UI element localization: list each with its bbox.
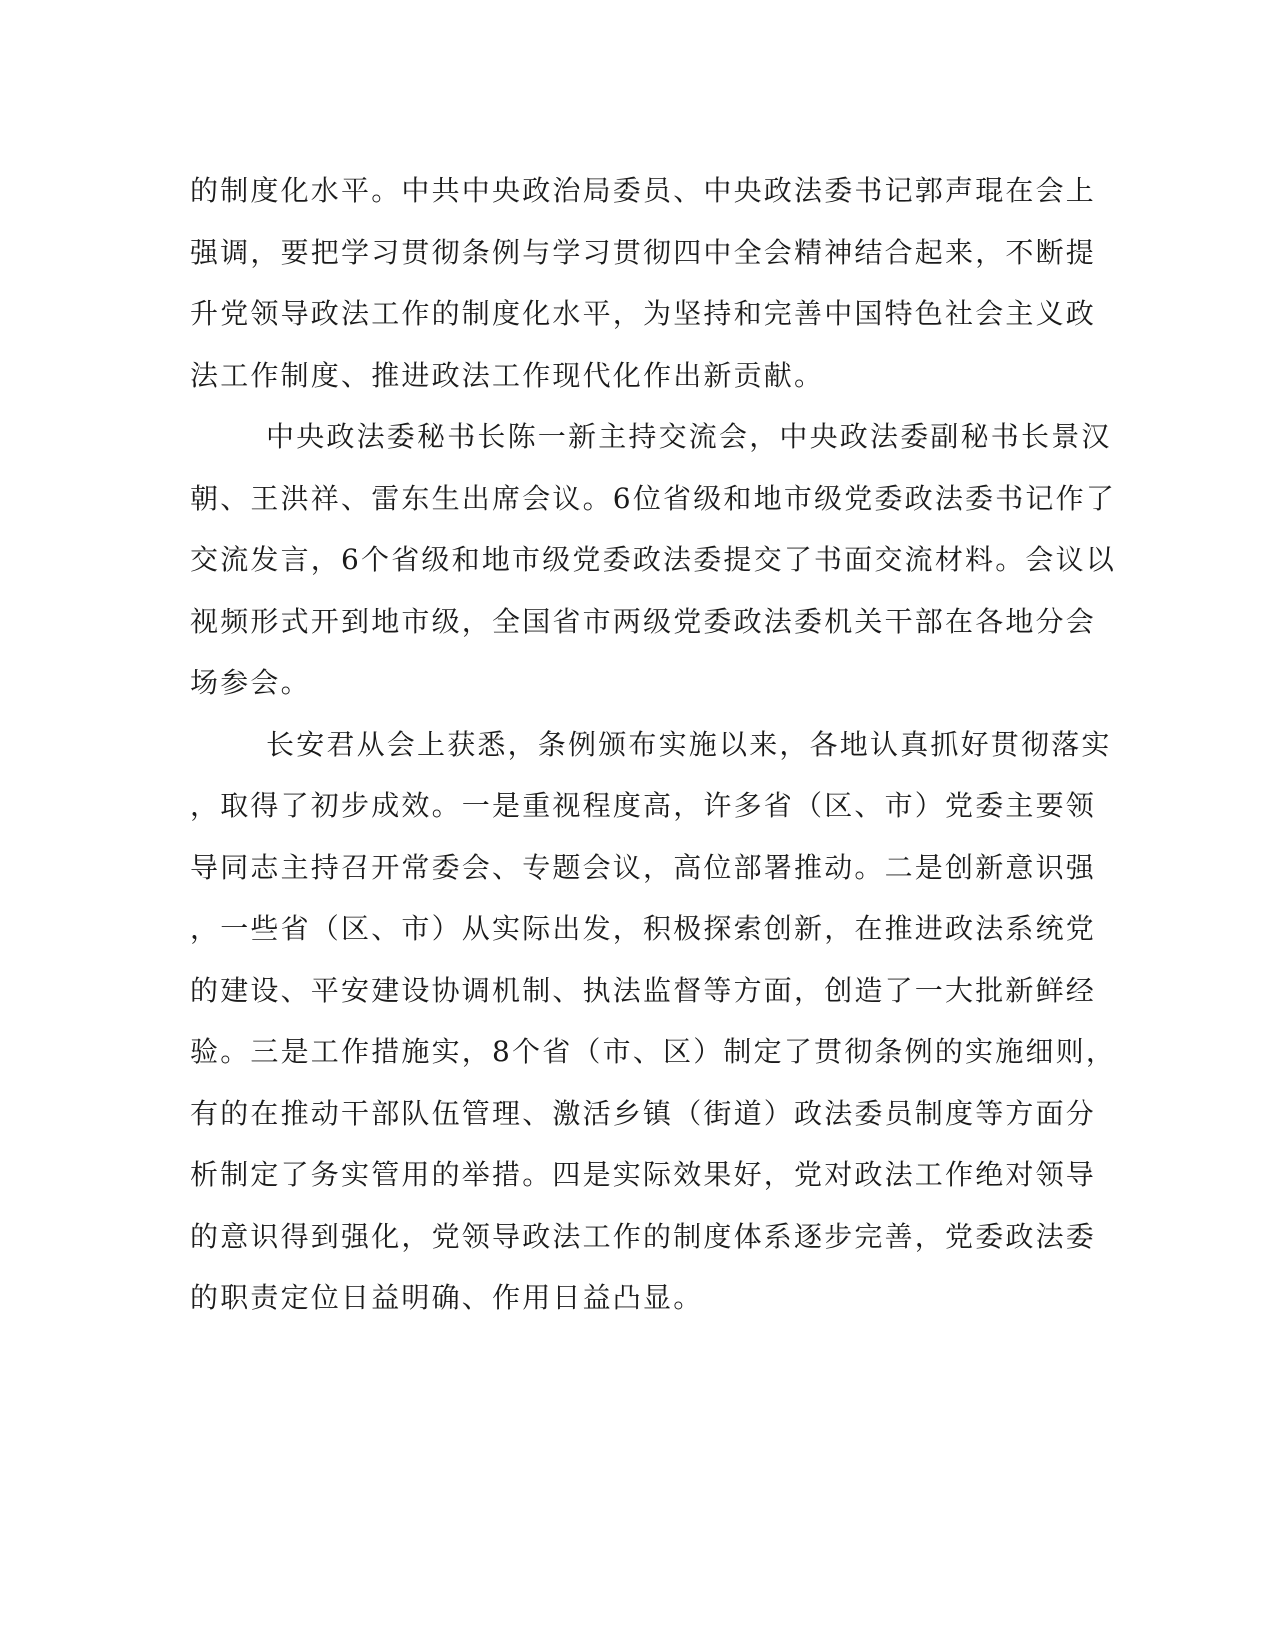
text-line: 强调，要把学习贯彻条例与学习贯彻四中全会精神结合起来，不断提: [190, 235, 1097, 269]
text-line: 升党领导政法工作的制度化水平，为坚持和完善中国特色社会主义政: [190, 297, 1097, 330]
text-line: 析制定了务实管用的举措。四是实际效果好，党对政法工作绝对领导: [190, 1158, 1097, 1191]
document-body: [190, 160, 1117, 1329]
text-line-indented: 长安君从会上获悉，条例颁布实施以来，各地认真抓好贯彻落实: [266, 727, 1112, 761]
text-line: 的职责定位日益明确、作用日益凸显。: [190, 1281, 704, 1314]
paragraph-1: [190, 160, 1097, 406]
text-line: 交流发言，6个省级和地市级党委政法委提交了书面交流材料。会议以: [190, 543, 1117, 576]
text-line: 场参会。: [190, 666, 311, 699]
text-line: 导同志主持召开常委会、专题会议，高位部署推动。二是创新意识强: [190, 850, 1097, 884]
text-line: 法工作制度、推进政法工作现代化作出新贡献。: [190, 358, 825, 392]
text-line: 的制度化水平。中共中央政治局委员、中央政法委书记郭声琨在会上: [190, 174, 1097, 207]
paragraph-2: [190, 406, 1117, 714]
text-line: ，取得了初步成效。一是重视程度高，许多省（区、市）党委主要领: [190, 789, 1097, 822]
text-line: ，一些省（区、市）从实际出发，积极探索创新，在推进政法系统党: [190, 912, 1097, 945]
text-line: 的建设、平安建设协调机制、执法监督等方面，创造了一大批新鲜经: [190, 973, 1097, 1007]
text-line: 朝、王洪祥、雷东生出席会议。6位省级和地市级党委政法委书记作了: [190, 481, 1117, 515]
text-line: 有的在推动干部队伍管理、激活乡镇（街道）政法委员制度等方面分: [190, 1096, 1097, 1130]
text-line: 视频形式开到地市级，全国省市两级党委政法委机关干部在各地分会: [190, 604, 1097, 638]
text-line: 的意识得到强化，党领导政法工作的制度体系逐步完善，党委政法委: [190, 1219, 1097, 1253]
text-line-indented: 中央政法委秘书长陈一新主持交流会，中央政法委副秘书长景汉: [266, 420, 1112, 453]
paragraph-3: [190, 714, 1117, 1329]
text-line: 验。三是工作措施实，8个省（市、区）制定了贯彻条例的实施细则，: [190, 1035, 1117, 1068]
